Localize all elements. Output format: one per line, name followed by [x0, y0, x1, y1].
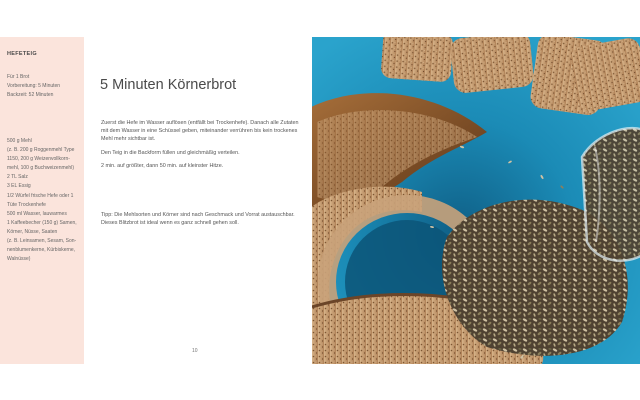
bread-photo-illustration: [312, 37, 640, 364]
ingredient-line: 500 g Mehl: [7, 138, 32, 144]
page-number: 10: [192, 348, 198, 354]
recipe-meta: [7, 73, 84, 100]
ingredient-line: (z. B. 200 g Roggenmehl Type: [7, 147, 75, 154]
instruction-step: Zuerst die Hefe im Wasser auflösen (entfällt bei Trockenhefe). Danach alle Zutaten mit dem Wasser in eine Schüssel geben, miteinander verrühren bis kein trockenes Mehl mehr sichtbar ist.: [101, 120, 299, 143]
ingredient-line: 3 EL Essig: [7, 183, 31, 190]
ingredient-line: 2 TL Salz: [7, 174, 28, 181]
ingredient-line: mehl, 100 g Buchweizenmehl): [7, 165, 74, 172]
seed-jar: [582, 128, 640, 261]
ingredient-line: Körner, Nüsse, Saaten: [7, 228, 58, 235]
ingredient-line: 1150, 200 g Weizenvollkorn-: [7, 156, 70, 163]
instruction-step: Den Teig in die Backform füllen und gleichmäßig verteilen.: [101, 149, 240, 156]
book-spread: [0, 37, 640, 364]
instruction-step: 2 min. auf größter, dann 50 min. auf kleinster Hitze.: [101, 162, 224, 169]
ingredient-line: (z. B. Leinsamen, Sesam, Son-: [7, 238, 77, 245]
section-label: HEFETEIG: [7, 51, 37, 57]
ingredient-line: 1/2 Würfel frische Hefe oder 1: [7, 192, 74, 199]
recipe-title: 5 Minuten Körnerbrot: [100, 77, 237, 93]
recipe-page: [84, 37, 312, 364]
ingredient-line: 1 Kaffeebecher (150 g) Samen,: [7, 219, 77, 226]
bake-time-text: Backzeit: 52 Minuten: [7, 92, 54, 98]
ingredient-line: 500 ml Wasser, lauwarmes: [7, 210, 67, 217]
ingredient-line: Walnüsse): [7, 256, 31, 263]
prep-time-text: Vorbereitung: 5 Minuten: [7, 83, 61, 89]
recipe-instructions: [101, 119, 301, 175]
servings-text: Für 1 Brot: [7, 74, 30, 80]
bread-photo: [312, 37, 640, 364]
ingredients-sidebar: [0, 37, 84, 364]
ingredient-list: [7, 137, 81, 264]
ingredient-line: nenblumenkerne, Kürbiskerne,: [7, 247, 76, 254]
ingredient-line: Tüte Trockenhefe: [7, 201, 46, 208]
recipe-tip: Tipp: Die Mehlsorten und Körner sind nach Geschmack und Vorrat austauschbar. Dieses Blitzbrot ist ideal wenn es ganz schnell gehen soll.: [101, 212, 295, 227]
